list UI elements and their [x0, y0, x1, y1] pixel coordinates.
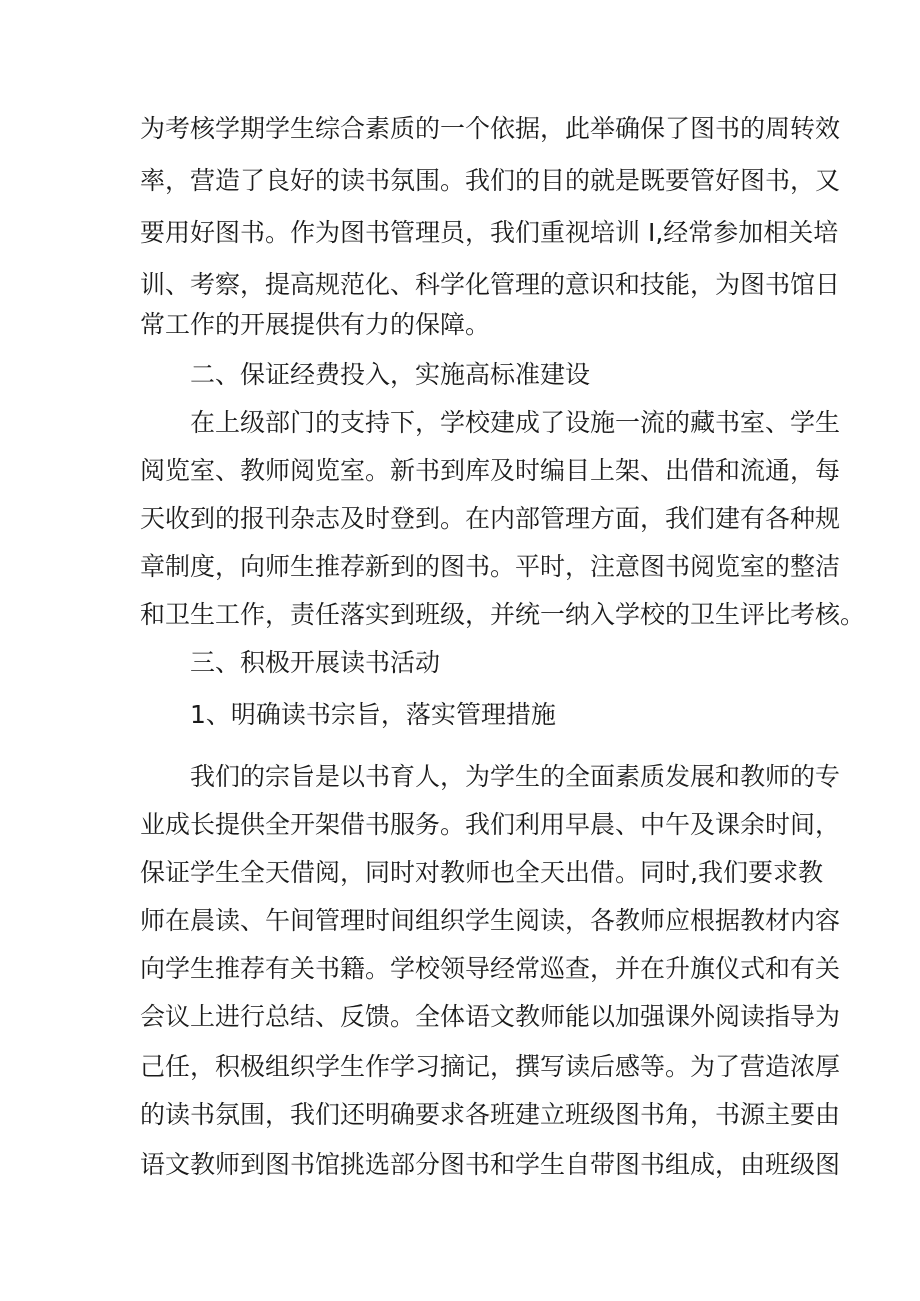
text-line: 我们的宗旨是以书育人，为学生的全面素质发展和教师的专: [190, 762, 841, 791]
text-line: 章制度，向师生推荐新到的图书。平时，注意图书阅览室的整洁: [140, 552, 841, 581]
text-line: 训、考察，提高规范化、科学化管理的意识和技能，为图书馆日: [140, 270, 841, 299]
text-line: 率，营造了良好的读书氛围。我们的目的就是既要管好图书，又: [140, 166, 841, 195]
text-line: 的读书氛围，我们还明确要求各班建立班级图书角，书源主要由: [140, 1100, 841, 1129]
text-line: 天收到的报刊杂志及时登到。在内部管理方面，我们建有各种规: [140, 504, 841, 533]
text-line: 为考核学期学生综合素质的一个依据，此举确保了图书的周转效: [140, 114, 841, 143]
text-line: 向学生推荐有关书籍。学校领导经常巡查，并在升旗仪式和有关: [140, 954, 841, 983]
text-line: 会议上进行总结、反馈。全体语文教师能以加强课外阅读指导为: [140, 1002, 841, 1031]
text-line: 师在晨读、午间管理时间组织学生阅读，各教师应根据教材内容: [140, 906, 841, 935]
text-line: 和卫生工作，责任落实到班级，并统一纳入学校的卫生评比考核。: [140, 600, 866, 629]
text-line: 常工作的开展提供有力的保障。: [140, 310, 491, 339]
text-line: 在上级部门的支持下，学校建成了设施一流的藏书室、学生: [190, 408, 841, 437]
subsection-heading: 1、明确读书宗旨，落实管理措施: [190, 700, 556, 729]
text-line: 保证学生全天借阅，同时对教师也全天出借。同时,我们要求教: [140, 858, 823, 887]
section-heading: 三、积极开展读书活动: [190, 648, 441, 677]
section-heading: 二、保证经费投入，实施高标准建设: [190, 360, 591, 389]
text-line: 语文教师到图书馆挑选部分图书和学生自带图书组成，由班级图: [140, 1150, 841, 1179]
text-line: 要用好图书。作为图书管理员，我们重视培训 I,经常参加相关培: [140, 218, 839, 247]
text-line: 业成长提供全开架借书服务。我们利用早晨、中午及课余时间，: [140, 810, 841, 839]
text-line: 阅览室、教师阅览室。新书到库及时编目上架、出借和流通，每: [140, 456, 841, 485]
text-line: 己任，积极组织学生作学习摘记，撰写读后感等。为了营造浓厚: [140, 1052, 841, 1081]
